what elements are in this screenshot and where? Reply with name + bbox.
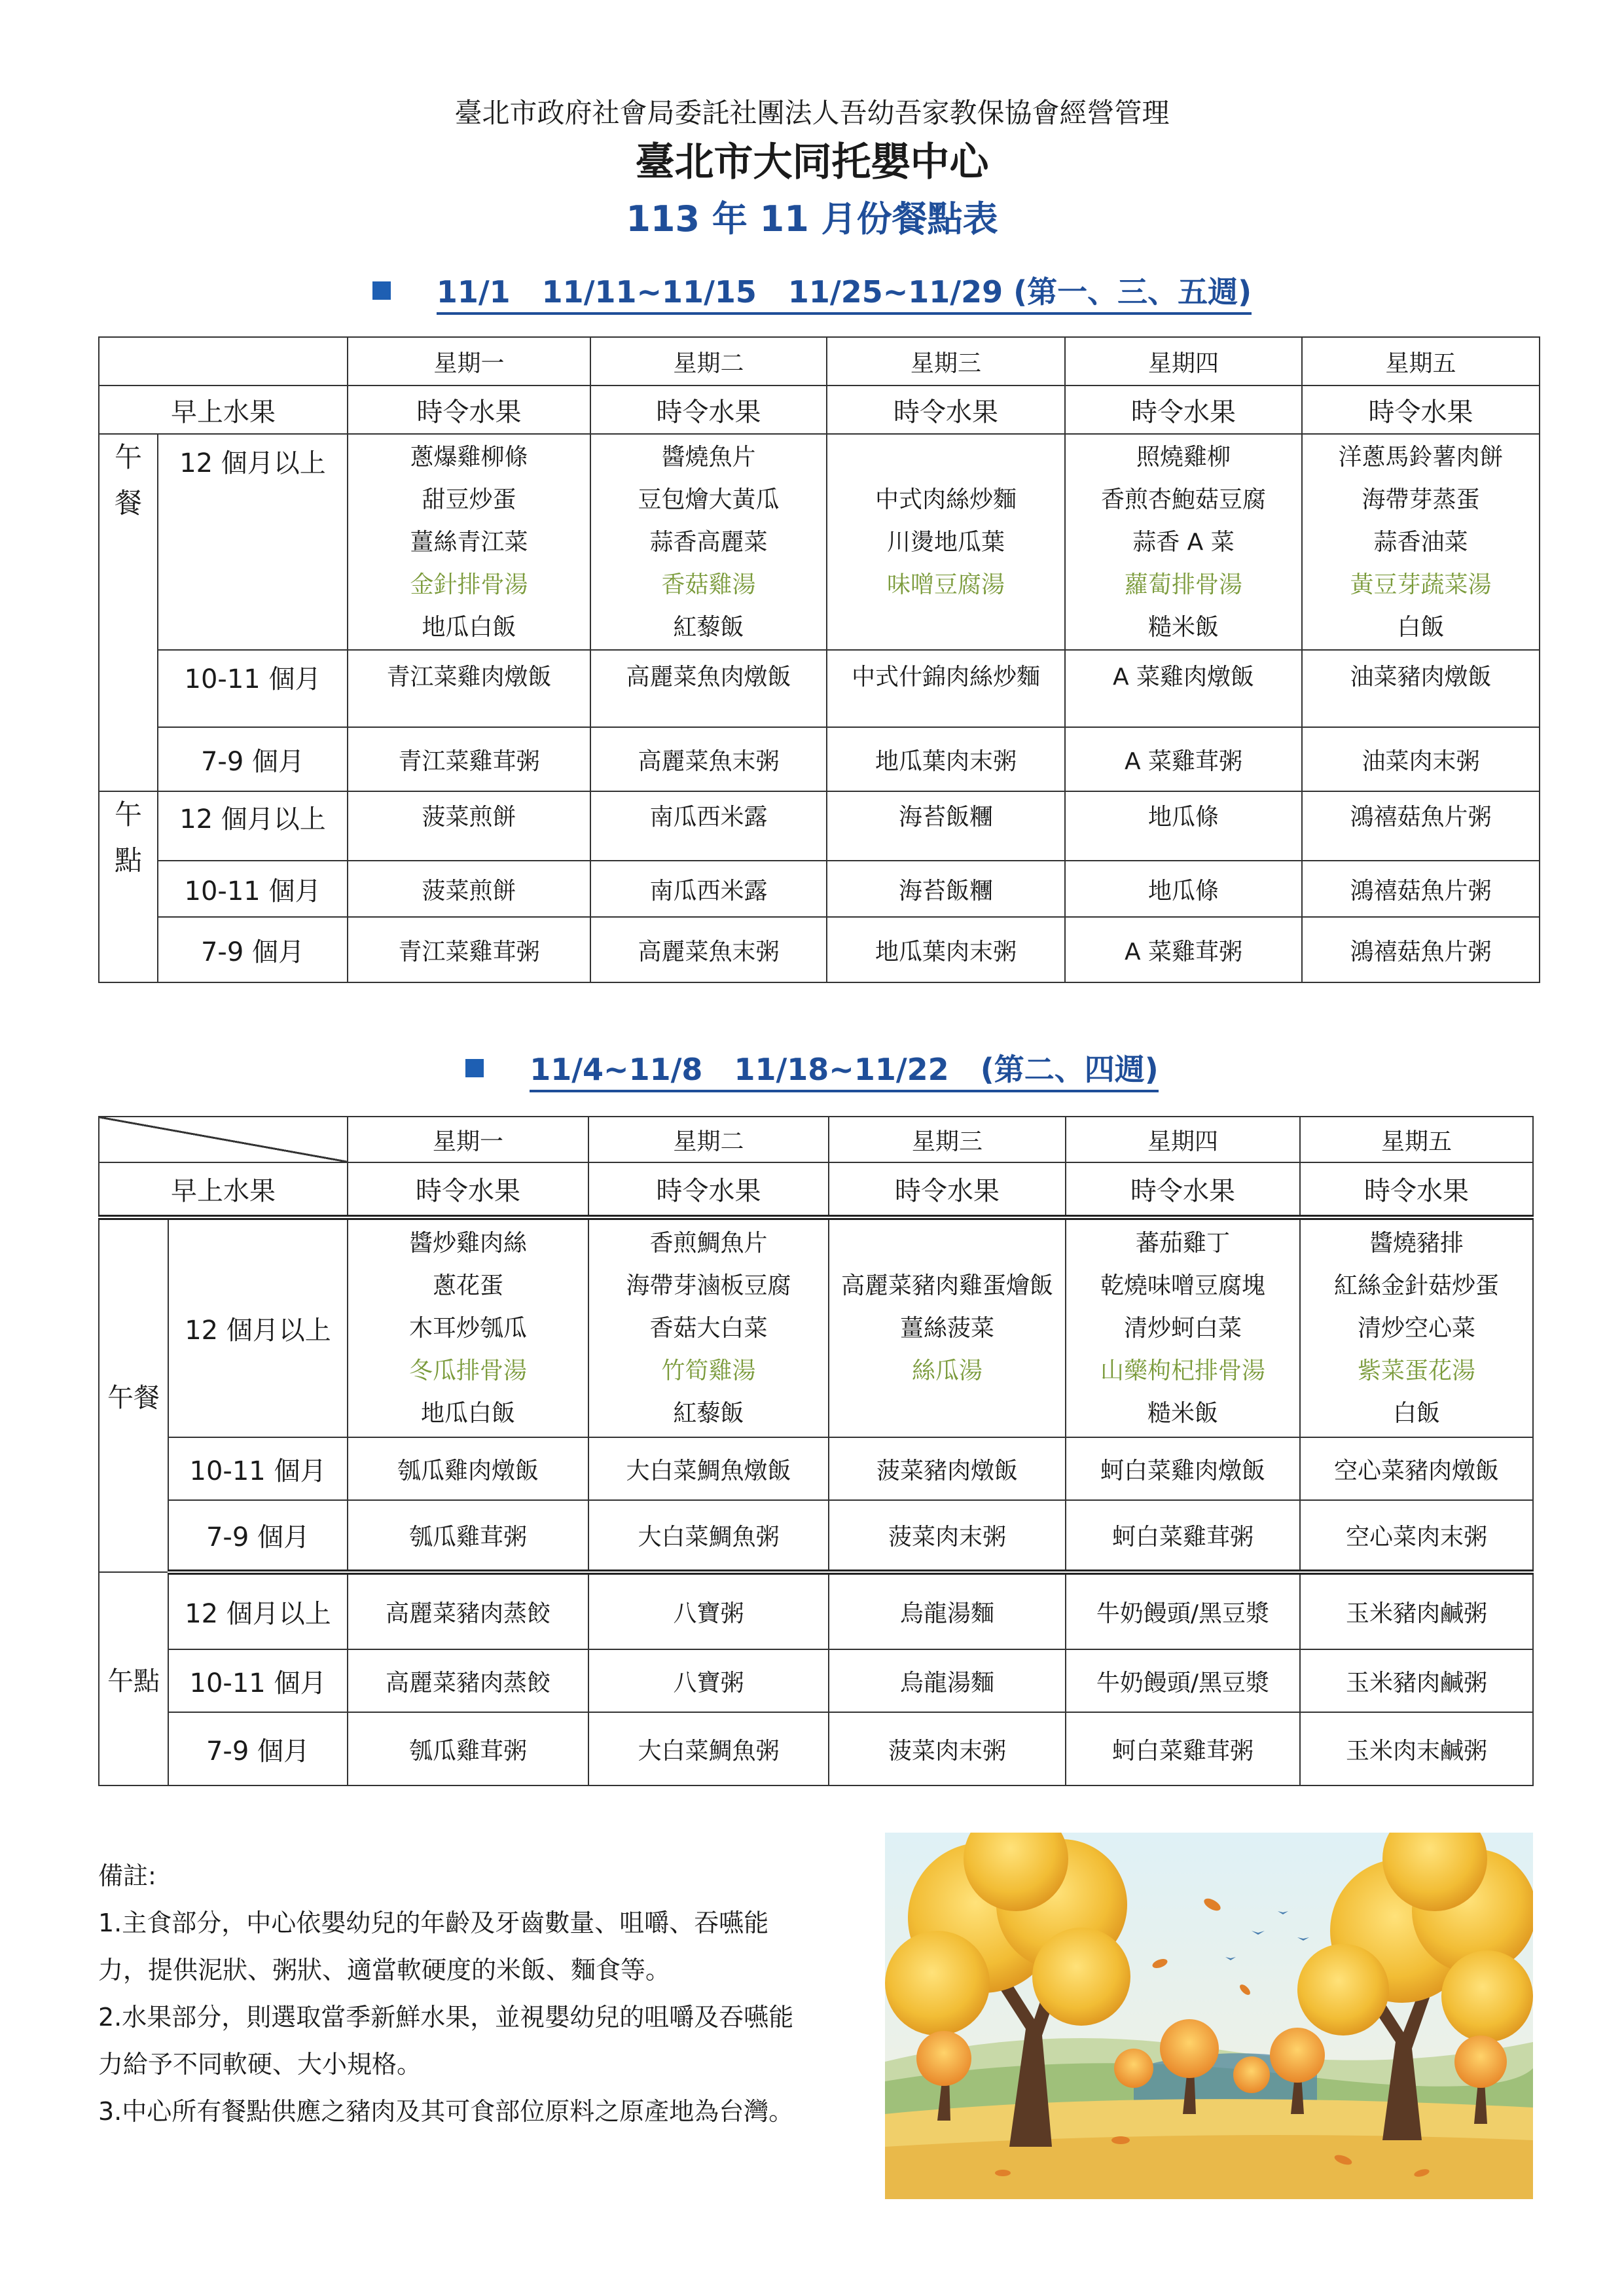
lunch7-cell: 地瓜葉肉末粥 [827,727,1065,791]
week-b-title: 11/4~11/8 11/18~11/22 (第二、四週) [530,1052,1159,1092]
age-7-label: 7-9 個月 [158,917,348,982]
day-header: 星期二 [590,337,827,386]
day-header: 星期五 [1302,337,1540,386]
lunch7-cell: 菠菜肉末粥 [829,1500,1066,1572]
fruit-cell: 時令水果 [827,386,1065,434]
age-7-label: 7-9 個月 [168,1500,348,1572]
day-header: 星期三 [827,337,1065,386]
age-12-label: 12 個月以上 [158,791,348,861]
age-7-label: 7-9 個月 [158,727,348,791]
snack10-cell: 烏龍湯麵 [829,1649,1066,1712]
age-7-label: 7-9 個月 [168,1712,348,1785]
lunch7-cell: 蚵白菜雞茸粥 [1066,1500,1300,1572]
age-10-label: 10-11 個月 [168,1437,348,1500]
bullet-square-icon [465,1059,484,1077]
snack7-cell: 地瓜葉肉末粥 [827,917,1065,982]
age-10-label: 10-11 個月 [158,650,348,727]
lunch12-thu: 蕃茄雞丁 乾燒味噌豆腐塊 清炒蚵白菜 山藥枸杞排骨湯 糙米飯 [1066,1217,1300,1437]
age-12-label: 12 個月以上 [168,1217,348,1437]
snack10-cell: 高麗菜豬肉蒸餃 [348,1649,588,1712]
fruit-cell: 時令水果 [590,386,827,434]
fruit-cell: 時令水果 [1065,386,1302,434]
lunch12-tue: 香煎鯛魚片 海帶芽滷板豆腐 香菇大白菜 竹筍雞湯 紅藜飯 [588,1217,829,1437]
lunch10-cell: 菠菜豬肉燉飯 [829,1437,1066,1500]
snack7-cell: 瓠瓜雞茸粥 [348,1712,588,1785]
day-header: 星期四 [1065,337,1302,386]
notes-block [98,1852,884,2135]
snack10-cell: 菠菜煎餅 [348,861,590,917]
snack7-cell: 青江菜雞茸粥 [348,917,590,982]
lunch12-mon: 蔥爆雞柳條 甜豆炒蛋 薑絲青江菜 金針排骨湯 地瓜白飯 [348,434,590,650]
fruit-cell: 時令水果 [348,1162,588,1217]
lunch12-tue: 醬燒魚片 豆包燴大黃瓜 蒜香高麗菜 香菇雞湯 紅藜飯 [590,434,827,650]
age-12-label: 12 個月以上 [168,1572,348,1649]
fruit-label: 早上水果 [99,1162,348,1217]
organization-line: 臺北市政府社會局委託社團法人吾幼吾家教保協會經營管理 [454,97,1170,129]
snack10-cell: 海苔飯糰 [827,861,1065,917]
snack12-cell: 地瓜條 [1065,791,1302,861]
day-header: 星期三 [829,1117,1066,1162]
snack12-cell: 高麗菜豬肉蒸餃 [348,1572,588,1649]
snack7-cell: 大白菜鯛魚粥 [588,1712,829,1785]
day-header: 星期五 [1300,1117,1533,1162]
snack10-cell: 玉米豬肉鹹粥 [1300,1649,1533,1712]
lunch10-cell: 青江菜雞肉燉飯 [348,650,590,727]
week-a-title: 11/1 11/11~11/15 11/25~11/29 (第一、三、五週) [437,274,1252,315]
snack10-cell: 南瓜西米露 [590,861,827,917]
snack12-cell: 鴻禧菇魚片粥 [1302,791,1540,861]
snack7-cell: 玉米肉末鹹粥 [1300,1712,1533,1785]
snack12-cell: 八寶粥 [588,1572,829,1649]
notes-line: 力給予不同軟硬、大小規格。 [98,2050,422,2079]
notes-line: 力，提供泥狀、粥狀、適當軟硬度的米飯、麵食等。 [98,1956,671,1984]
lunch7-cell: A 菜雞茸粥 [1065,727,1302,791]
lunch10-cell: 油菜豬肉燉飯 [1302,650,1540,727]
lunch7-cell: 青江菜雞茸粥 [348,727,590,791]
lunch12-wed: 中式肉絲炒麵 川燙地瓜葉 味噌豆腐湯 [827,434,1065,650]
snack10-cell: 牛奶饅頭/黑豆漿 [1066,1649,1300,1712]
lunch10-cell: 空心菜豬肉燉飯 [1300,1437,1533,1500]
snack12-cell: 菠菜煎餅 [348,791,590,861]
age-10-label: 10-11 個月 [168,1649,348,1712]
notes-line: 3.中心所有餐點供應之豬肉及其可食部位原料之原產地為台灣。 [98,2097,794,2126]
autumn-trees-illustration [885,1833,1533,2199]
age-12-label: 12 個月以上 [158,434,348,650]
snack7-cell: A 菜雞茸粥 [1065,917,1302,982]
month-title: 113 年 11 月份餐點表 [626,198,998,240]
snack7-cell: 鴻禧菇魚片粥 [1302,917,1540,982]
notes-line: 2.水果部分，則選取當季新鮮水果，並視嬰幼兒的咀嚼及吞嚥能 [98,2003,794,2032]
week-a-heading [0,268,1624,312]
day-header: 星期二 [588,1117,829,1162]
fruit-cell: 時令水果 [829,1162,1066,1217]
snack7-cell: 菠菜肉末粥 [829,1712,1066,1785]
fruit-cell: 時令水果 [588,1162,829,1217]
snack12-cell: 海苔飯糰 [827,791,1065,861]
day-header: 星期四 [1066,1117,1300,1162]
snack7-cell: 高麗菜魚末粥 [590,917,827,982]
lunch12-wed: 高麗菜豬肉雞蛋燴飯 薑絲菠菜 絲瓜湯 [829,1217,1066,1437]
lunch12-fri: 醬燒豬排 紅絲金針菇炒蛋 清炒空心菜 紫菜蛋花湯 白飯 [1300,1217,1533,1437]
snack10-cell: 鴻禧菇魚片粥 [1302,861,1540,917]
snack7-cell: 蚵白菜雞茸粥 [1066,1712,1300,1785]
snack10-cell: 地瓜條 [1065,861,1302,917]
fruit-cell: 時令水果 [348,386,590,434]
fruit-label: 早上水果 [99,386,348,434]
snack12-cell: 烏龍湯麵 [829,1572,1066,1649]
center-title: 臺北市大同托嬰中心 [635,139,989,185]
notes-line: 1.主食部分，中心依嬰幼兒的年齡及牙齒數量、咀嚼、吞嚥能 [98,1909,769,1937]
week-a-menu-table [98,336,1540,983]
week-b-heading [0,1046,1624,1089]
lunch10-cell: 中式什錦肉絲炒麵 [827,650,1065,727]
day-header: 星期一 [348,1117,588,1162]
lunch7-cell: 瓠瓜雞茸粥 [348,1500,588,1572]
snack-label: 午點 [99,1572,168,1785]
fruit-cell: 時令水果 [1302,386,1540,434]
lunch-label: 午餐 [99,1217,168,1572]
corner-cell [99,337,348,386]
age-10-label: 10-11 個月 [158,861,348,917]
lunch10-cell: A 菜雞肉燉飯 [1065,650,1302,727]
lunch10-cell: 瓠瓜雞肉燉飯 [348,1437,588,1500]
fruit-cell: 時令水果 [1300,1162,1533,1217]
snack-label: 午 點 [99,791,158,982]
snack12-cell: 牛奶饅頭/黑豆漿 [1066,1572,1300,1649]
day-header: 星期一 [348,337,590,386]
lunch10-cell: 高麗菜魚肉燉飯 [590,650,827,727]
lunch10-cell: 蚵白菜雞肉燉飯 [1066,1437,1300,1500]
lunch12-mon: 醬炒雞肉絲 蔥花蛋 木耳炒瓠瓜 冬瓜排骨湯 地瓜白飯 [348,1217,588,1437]
snack12-cell: 玉米豬肉鹹粥 [1300,1572,1533,1649]
lunch12-thu: 照燒雞柳 香煎杏鮑菇豆腐 蒜香 A 菜 蘿蔔排骨湯 糙米飯 [1065,434,1302,650]
fruit-cell: 時令水果 [1066,1162,1300,1217]
lunch-label: 午 餐 [99,434,158,791]
lunch12-fri: 洋蔥馬鈴薯肉餅 海帶芽蒸蛋 蒜香油菜 黃豆芽蔬菜湯 白飯 [1302,434,1540,650]
bullet-square-icon [372,281,391,300]
lunch7-cell: 大白菜鯛魚粥 [588,1500,829,1572]
lunch10-cell: 大白菜鯛魚燉飯 [588,1437,829,1500]
snack12-cell: 南瓜西米露 [590,791,827,861]
corner-cell-diagonal [99,1117,348,1162]
snack10-cell: 八寶粥 [588,1649,829,1712]
week-b-menu-table [98,1116,1534,1786]
lunch7-cell: 油菜肉末粥 [1302,727,1540,791]
lunch7-cell: 空心菜肉末粥 [1300,1500,1533,1572]
lunch7-cell: 高麗菜魚末粥 [590,727,827,791]
notes-title: 備註: [98,1861,156,1890]
